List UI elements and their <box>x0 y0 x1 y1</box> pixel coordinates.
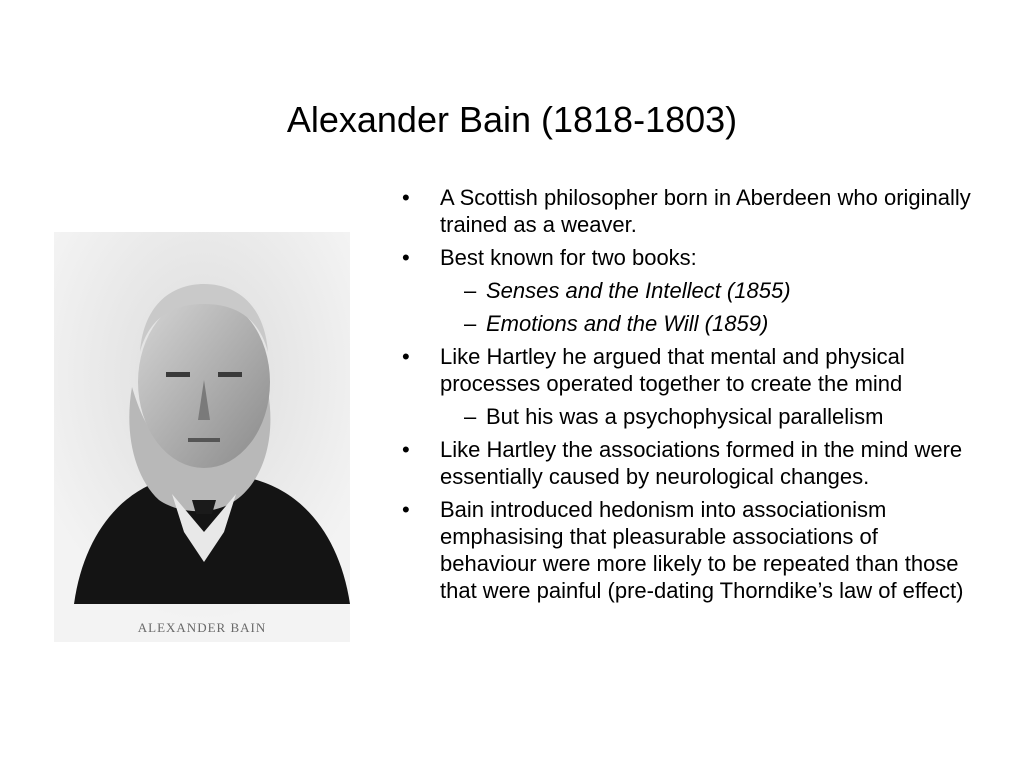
bullet-marker: – <box>464 311 477 336</box>
bullet-text: Senses and the Intellect (1855) <box>486 278 791 303</box>
sub-bullet-item <box>400 403 980 430</box>
bullet-text: Best known for two books: <box>440 245 697 270</box>
bullet-marker: – <box>464 404 477 429</box>
sub-bullet-item <box>400 310 980 337</box>
bullet-marker: – <box>464 278 477 303</box>
bullet-item <box>400 184 980 238</box>
bullet-marker: • <box>402 245 410 270</box>
bullet-text: Emotions and the Will (1859) <box>486 311 769 336</box>
bullet-text: But his was a psychophysical parallelism <box>486 404 884 429</box>
bullet-text: Like Hartley the associations formed in the mind were essentially caused by neurological changes. <box>440 437 963 489</box>
bullet-item <box>400 436 980 490</box>
bullet-text: A Scottish philosopher born in Aberdeen who originally trained as a weaver. <box>440 185 971 237</box>
portrait-drawing <box>54 232 350 642</box>
slide-title: Alexander Bain (1818-1803) <box>286 99 738 141</box>
sub-bullet-item <box>400 277 980 304</box>
portrait-caption: ALEXANDER BAIN <box>137 620 267 635</box>
bullet-marker: • <box>402 344 410 369</box>
portrait-image <box>54 232 350 642</box>
bullet-text: Like Hartley he argued that mental and physical processes operated together to create the mind <box>440 344 905 396</box>
bullet-item <box>400 244 980 271</box>
bullet-marker: • <box>402 185 410 210</box>
bullet-marker: • <box>402 437 410 462</box>
bullet-item <box>400 496 980 604</box>
bullet-list <box>400 184 980 610</box>
bullet-text: Bain introduced hedonism into associationism emphasising that pleasurable associations of behaviour were more likely to be repeated than those that were painful (pre-dating Thorndike’s law of effect) <box>440 497 964 603</box>
bullet-marker: • <box>402 497 410 522</box>
bullet-item <box>400 343 980 397</box>
